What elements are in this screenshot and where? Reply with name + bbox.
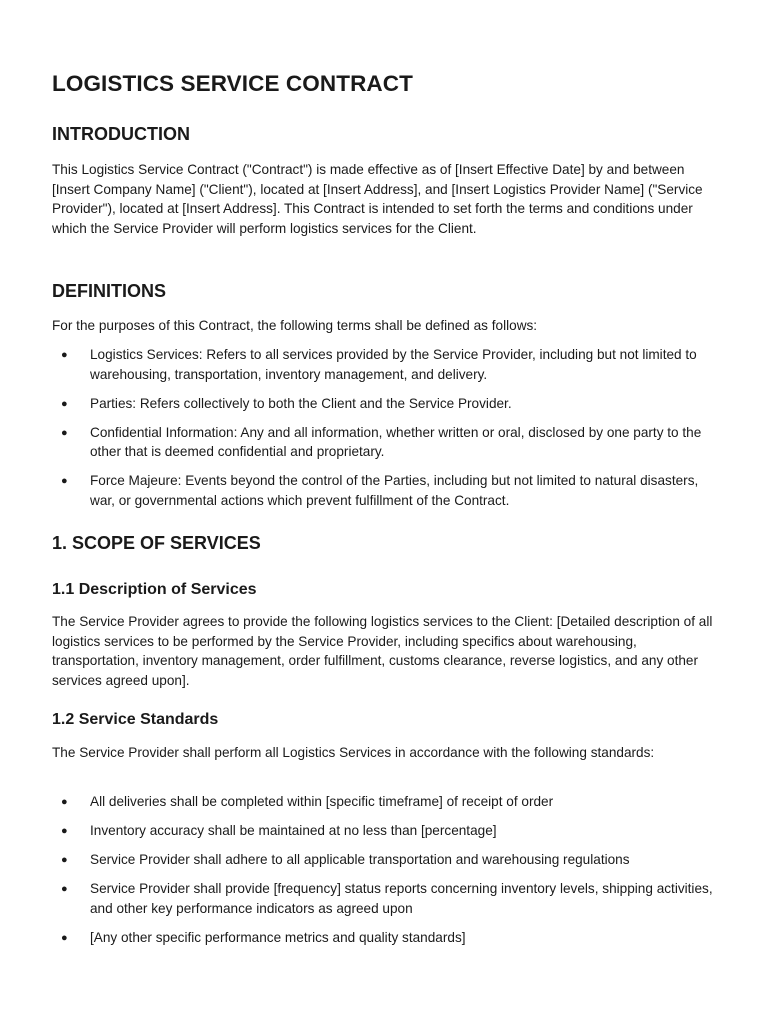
- standard-regulations: Service Provider shall adhere to all applicable transportation and warehousing regulations: [90, 852, 630, 867]
- bullet-icon: ●: [61, 796, 68, 808]
- bullet-icon: ●: [61, 426, 68, 439]
- description-of-services-paragraph: The Service Provider agrees to provide the following logistics services to the Client: [Detailed description of all logistics services to be performed by the Service Provider, including specifics about warehousing, transportation, inventory management, order fulfillment, customs clearance, reverse logistics, and any other services agreed upon].: [52, 614, 713, 688]
- list-item: [52, 423, 722, 462]
- standard-deliveries: All deliveries shall be completed within [specific timeframe] of receipt of order: [90, 794, 554, 809]
- document-title: LOGISTICS SERVICE CONTRACT: [52, 71, 413, 96]
- list-item: [52, 394, 722, 414]
- definition-logistics-services: Logistics Services: Refers to all services provided by the Service Provider, including but not limited to warehousing, transportation, inventory management, and delivery.: [90, 347, 697, 382]
- list-item: [52, 792, 722, 812]
- introduction-paragraph: This Logistics Service Contract ("Contract") is made effective as of [Insert Effective Date] by and between [Insert Company Name] ("Client"), located at [Insert Address], and [Insert Logistics Provider Name] ("Service Provider"), located at [Insert Address]. This Contract is intended to set forth the terms and conditions under which the Service Provider will perform logistics services for the Client.: [52, 162, 703, 236]
- description-of-services-heading: 1.1 Description of Services: [52, 581, 257, 598]
- introduction-heading: INTRODUCTION: [52, 124, 190, 144]
- bullet-icon: ●: [61, 475, 68, 487]
- list-item: [52, 928, 722, 948]
- service-standards-list: [52, 792, 722, 957]
- definition-confidential-information: Confidential Information: Any and all information, whether written or oral, disclosed by one party to the other that is deemed confidential and proprietary.: [90, 424, 702, 459]
- definitions-heading: DEFINITIONS: [52, 281, 167, 301]
- list-item: [52, 850, 722, 870]
- bullet-icon: ●: [61, 931, 68, 944]
- scope-heading: 1. SCOPE OF SERVICES: [52, 533, 261, 553]
- list-item: [52, 879, 722, 918]
- list-item: [52, 821, 722, 841]
- definitions-intro: For the purposes of this Contract, the following terms shall be defined as follows:: [52, 318, 538, 333]
- standard-status-reports: Service Provider shall provide [frequency] status reports concerning inventory levels, shipping activities, and other key performance indicators as agreed upon: [90, 881, 713, 916]
- standard-inventory-accuracy: Inventory accuracy shall be maintained at no less than [percentage]: [90, 823, 497, 838]
- definitions-list: [52, 345, 722, 520]
- list-item: [52, 345, 722, 384]
- bullet-icon: ●: [61, 349, 68, 361]
- service-standards-heading: 1.2 Service Standards: [52, 711, 219, 728]
- bullet-icon: ●: [61, 854, 68, 866]
- bullet-icon: ●: [61, 883, 68, 895]
- standard-other-metrics: [Any other specific performance metrics and quality standards]: [90, 929, 466, 945]
- list-item: [52, 471, 722, 510]
- definition-force-majeure: Force Majeure: Events beyond the control of the Parties, including but not limited to natural disasters, war, or governmental actions which prevent fulfillment of the Contract.: [90, 473, 699, 508]
- service-standards-intro: The Service Provider shall perform all Logistics Services in accordance with the following standards:: [52, 745, 655, 760]
- definition-parties: Parties: Refers collectively to both the Client and the Service Provider.: [90, 395, 512, 411]
- bullet-icon: ●: [61, 825, 68, 837]
- bullet-icon: ●: [61, 397, 68, 410]
